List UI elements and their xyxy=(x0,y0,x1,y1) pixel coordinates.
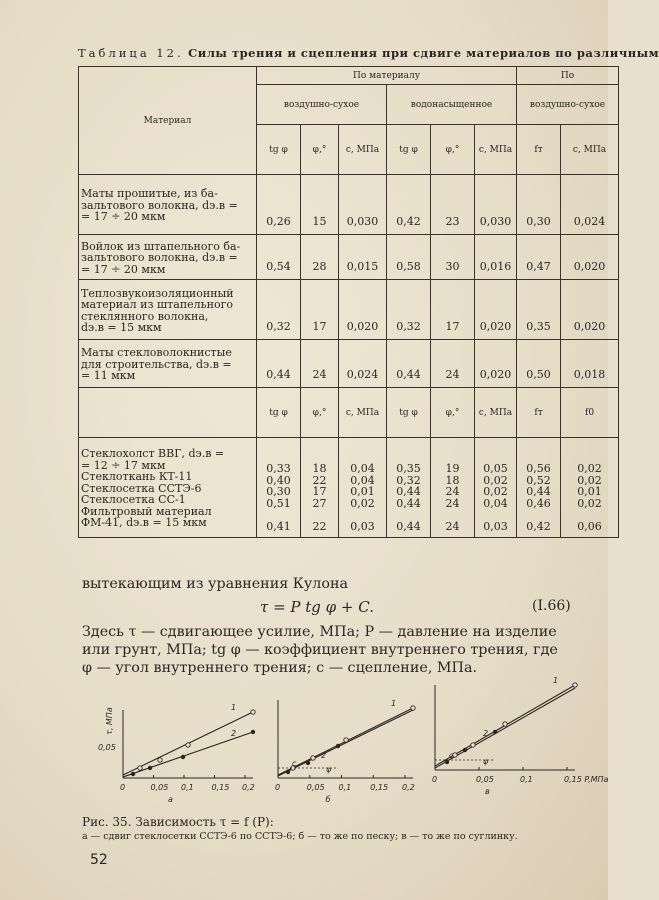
data-point xyxy=(311,756,315,760)
figure-panel-b xyxy=(268,680,428,804)
panel-a-plot xyxy=(88,680,263,804)
value-cell: 0,020 xyxy=(561,235,619,280)
x-tick-label: 0,2 xyxy=(402,783,415,792)
x-tick-label: 0,05 xyxy=(476,775,494,784)
value-column xyxy=(561,438,619,538)
value-cell: 0,018 xyxy=(561,340,619,388)
data-point xyxy=(306,761,310,765)
material-name-line: зальтового волокна, dэ.в = xyxy=(81,198,238,212)
data-point xyxy=(158,758,162,762)
column-header: tg φ xyxy=(257,388,301,438)
paragraph-line-2: или грунт, МПа; tg φ — коэффициент внутреннего трения, где xyxy=(82,642,558,658)
value-cell: 0,030 xyxy=(339,175,387,235)
x-tick-label: 0,05 xyxy=(306,783,325,792)
value-cell: 0,54 xyxy=(257,235,301,280)
value-cell: 0,03 xyxy=(483,520,508,533)
panel-c-plot xyxy=(425,676,609,800)
data-point xyxy=(251,730,255,734)
material-name-line: Теплозвукоизоляционный xyxy=(81,286,234,300)
value-cell: 24 xyxy=(445,496,460,510)
curve-2 xyxy=(278,710,413,776)
panel-label: в xyxy=(485,787,490,796)
data-point xyxy=(445,760,449,764)
value-cell: 24 xyxy=(431,340,475,388)
value-cell: 0,016 xyxy=(475,235,517,280)
data-point xyxy=(131,772,135,776)
material-name-line: зальтового волокна, dэ.в = xyxy=(81,251,238,265)
value-cell: 0,030 xyxy=(475,175,517,235)
value-cell: 17 xyxy=(301,280,339,340)
column-header: c, МПа xyxy=(561,125,619,175)
bottom-material-names xyxy=(79,438,257,538)
material-name-line: Маты стекловолокнистые xyxy=(81,346,232,360)
column-header: φ,° xyxy=(431,125,475,175)
material-name-line: = 17 ÷ 20 мкм xyxy=(81,262,166,276)
sub-header-wet: водонасыщенное xyxy=(387,85,517,125)
value-cell: 0,30 xyxy=(266,485,291,498)
value-cell: 0,35 xyxy=(396,462,421,475)
value-cell: 30 xyxy=(431,235,475,280)
phi-label: φ xyxy=(483,757,489,766)
value-column xyxy=(387,438,431,538)
friction-table xyxy=(78,66,619,538)
equation-number: (I.66) xyxy=(532,598,571,614)
value-cell: 24 xyxy=(301,340,339,388)
data-point xyxy=(344,738,348,742)
value-cell: 0,40 xyxy=(266,473,291,487)
material-name-line: Стеклосетка ССТЭ-6 xyxy=(81,481,202,495)
x-tick-label: 0,1 xyxy=(520,775,533,784)
x-tick-label: 0,1 xyxy=(181,783,194,792)
value-column xyxy=(517,438,561,538)
value-cell: 24 xyxy=(445,485,460,498)
x-tick-label: 0,15 xyxy=(370,783,389,792)
figure-panel-a xyxy=(88,680,263,804)
value-cell: 0,02 xyxy=(483,485,508,498)
data-point xyxy=(573,683,577,687)
data-point xyxy=(503,722,507,726)
material-name-line: Фильтровый материал xyxy=(81,504,212,518)
value-cell: 22 xyxy=(312,473,327,487)
value-cell: 15 xyxy=(301,175,339,235)
value-cell: 0,02 xyxy=(577,473,602,487)
value-cell: 0,44 xyxy=(396,520,421,533)
value-cell: 0,44 xyxy=(257,340,301,388)
value-cell: 0,42 xyxy=(387,175,431,235)
data-point xyxy=(251,710,255,714)
column-header: fт xyxy=(517,125,561,175)
sub-header-dry-2: воздушно-сухое xyxy=(517,85,619,125)
material-name-line: Стеклоткань КТ-11 xyxy=(81,470,193,484)
c-label: c xyxy=(449,751,454,760)
material-name-line: Стеклохолст ВВГ, dэ.в = xyxy=(81,447,225,461)
column-header: f0 xyxy=(561,388,619,438)
data-point xyxy=(186,743,190,747)
value-cell: 0,26 xyxy=(257,175,301,235)
value-cell: 0,020 xyxy=(475,340,517,388)
data-point xyxy=(453,753,457,757)
curve-label: 2 xyxy=(321,751,327,760)
figure-subcaption: а — сдвиг стеклосетки ССТЭ-6 по ССТЭ-6; б — то же по песку; в — то же по суглинку. xyxy=(82,831,518,842)
value-cell: 17 xyxy=(431,280,475,340)
value-column xyxy=(339,438,387,538)
value-cell: 0,58 xyxy=(387,235,431,280)
value-cell: 19 xyxy=(445,462,460,475)
column-header: φ,° xyxy=(431,388,475,438)
data-point xyxy=(463,748,467,752)
column-header: φ,° xyxy=(301,388,339,438)
value-cell: 0,44 xyxy=(396,485,421,498)
curve-label: 1 xyxy=(231,703,237,712)
value-cell: 0,024 xyxy=(561,175,619,235)
material-name-line: Маты прошитые, из ба- xyxy=(81,187,218,201)
x-tick-label: 0 xyxy=(432,775,438,784)
value-cell: 0,44 xyxy=(526,485,551,498)
material-name-line: для строительства, dэ.в = xyxy=(81,357,232,371)
curve-label: 2 xyxy=(231,729,237,738)
data-point xyxy=(181,755,185,759)
data-point xyxy=(411,706,415,710)
curve-label: 2 xyxy=(483,729,489,738)
x-tick-label: 0 xyxy=(120,783,126,792)
x-tick-label: 0,05 xyxy=(150,783,169,792)
sub-header-dry: воздушно-сухое xyxy=(257,85,387,125)
value-cell: 0,02 xyxy=(577,496,602,510)
value-cell: 0,41 xyxy=(266,520,291,533)
x-tick-label: 0,2 xyxy=(242,783,255,792)
column-header: c, МПа xyxy=(475,388,517,438)
material-header: Материал xyxy=(79,67,257,175)
material-name-line: стеклянного волокна, xyxy=(81,309,209,323)
value-cell: 0,020 xyxy=(339,280,387,340)
x-tick-label: 0 xyxy=(275,783,281,792)
material-name-line: = 11 мкм xyxy=(81,369,136,383)
panel-label: а xyxy=(168,795,173,804)
value-column xyxy=(257,438,301,538)
group-header-other: По xyxy=(517,67,619,85)
material-name-line: = 12 ÷ 17 мкм xyxy=(81,458,166,472)
material-name xyxy=(79,235,257,280)
paragraph-line-1: Здесь τ — сдвигающее усилие, МПа; P — давление на изделие xyxy=(82,624,557,640)
phi-label: φ xyxy=(326,765,332,774)
value-cell: 0,32 xyxy=(396,473,421,487)
x-tick-label: 0,1 xyxy=(338,783,352,792)
value-cell: 0,52 xyxy=(526,473,551,487)
value-cell: 0,020 xyxy=(475,280,517,340)
value-cell: 0,46 xyxy=(526,496,551,510)
value-cell: 0,32 xyxy=(257,280,301,340)
value-cell: 18 xyxy=(312,462,327,475)
column-header: φ,° xyxy=(301,125,339,175)
material-name-line: dэ.в = 15 мкм xyxy=(81,321,162,334)
value-cell: 0,47 xyxy=(517,235,561,280)
c-label: c xyxy=(292,759,297,768)
panel-b-plot xyxy=(268,680,428,804)
figure-caption: Рис. 35. Зависимость τ = f (P): xyxy=(82,815,274,829)
data-point xyxy=(138,766,142,770)
value-cell: 17 xyxy=(312,485,327,498)
y-tick-label: 0,05 xyxy=(98,743,116,752)
column-header: tg φ xyxy=(387,125,431,175)
value-cell: 0,024 xyxy=(339,340,387,388)
value-cell: 0,05 xyxy=(483,462,508,475)
column-header: c, МПа xyxy=(339,125,387,175)
value-cell: 0,02 xyxy=(577,462,602,475)
material-name xyxy=(79,280,257,340)
page-number: 52 xyxy=(90,852,108,868)
column-header: fт xyxy=(517,388,561,438)
data-point xyxy=(471,743,475,747)
value-cell: 0,42 xyxy=(526,520,551,533)
value-column xyxy=(475,438,517,538)
curve-label: 1 xyxy=(391,699,397,708)
curve-2 xyxy=(123,732,253,777)
value-cell: 0,44 xyxy=(396,496,421,510)
value-cell: 0,35 xyxy=(517,280,561,340)
value-cell: 0,04 xyxy=(350,462,375,475)
material-name xyxy=(79,340,257,388)
column-header: c, МПа xyxy=(475,125,517,175)
curve-label: 1 xyxy=(553,676,559,685)
material-name-line: = 17 ÷ 20 мкм xyxy=(81,210,166,224)
column-header: tg φ xyxy=(387,388,431,438)
blank-cell xyxy=(79,388,257,438)
material-name-line: Войлок из штапельного ба- xyxy=(81,239,241,253)
value-cell: 0,56 xyxy=(526,462,551,475)
value-cell: 0,01 xyxy=(577,485,602,498)
value-cell: 27 xyxy=(312,496,327,510)
x-tick-label: 0,15 P,МПа xyxy=(564,775,609,784)
value-cell: 0,015 xyxy=(339,235,387,280)
value-cell: 23 xyxy=(431,175,475,235)
value-cell: 22 xyxy=(312,520,327,533)
material-name xyxy=(79,175,257,235)
value-cell: 0,02 xyxy=(350,496,375,510)
value-cell: 0,01 xyxy=(350,485,375,498)
figure-panel-c xyxy=(425,676,609,804)
table-row xyxy=(79,280,619,340)
value-cell: 0,32 xyxy=(387,280,431,340)
value-cell: 0,06 xyxy=(577,520,602,533)
material-name-line: Стеклосетка СС-1 xyxy=(81,493,186,507)
data-point xyxy=(493,730,497,734)
x-tick-label: 0,15 xyxy=(211,783,230,792)
value-cell: 0,50 xyxy=(517,340,561,388)
material-name-line: материал из штапельного xyxy=(81,298,233,311)
table-row xyxy=(79,340,619,388)
value-cell: 0,020 xyxy=(561,280,619,340)
table-row xyxy=(79,235,619,280)
value-column xyxy=(301,438,339,538)
table-row xyxy=(79,175,619,235)
material-name-line: ФМ-41, dэ.в = 15 мкм xyxy=(81,516,207,530)
data-point xyxy=(148,766,152,770)
panel-label: б xyxy=(325,795,331,804)
value-cell: 0,04 xyxy=(483,496,508,510)
table-caption: Таблица 12. Силы трения и сцепления при сдвиге материалов по различным xyxy=(78,46,659,60)
column-header: tg φ xyxy=(257,125,301,175)
y-axis-label: τ, МПа xyxy=(105,707,114,735)
value-cell: 28 xyxy=(301,235,339,280)
value-cell: 18 xyxy=(445,473,460,487)
data-point xyxy=(336,744,340,748)
value-cell: 24 xyxy=(445,520,460,533)
value-cell: 0,51 xyxy=(266,496,291,510)
value-cell: 0,03 xyxy=(350,520,375,533)
value-cell: 0,33 xyxy=(266,462,291,475)
coulomb-formula: τ = P tg φ + C. xyxy=(260,598,374,616)
group-header-material: По материалу xyxy=(257,67,517,85)
value-column xyxy=(431,438,475,538)
paragraph-line-3: φ — угол внутреннего трения; c — сцепление, МПа. xyxy=(82,660,478,676)
value-cell: 0,44 xyxy=(387,340,431,388)
data-point xyxy=(286,770,290,774)
column-header: c, МПа xyxy=(339,388,387,438)
value-cell: 0,30 xyxy=(517,175,561,235)
value-cell: 0,02 xyxy=(483,473,508,487)
value-cell: 0,04 xyxy=(350,473,375,487)
text-line: вытекающим из уравнения Кулона xyxy=(82,576,349,592)
